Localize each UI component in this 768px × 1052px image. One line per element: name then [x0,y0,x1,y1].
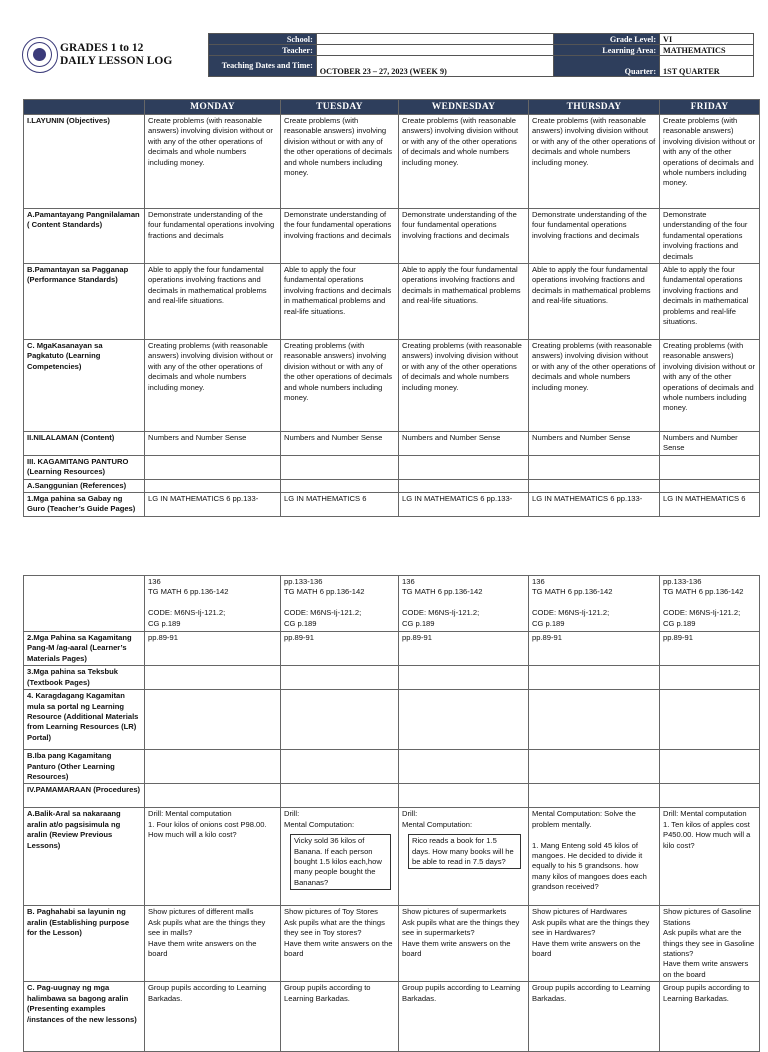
table-row [24,632,760,666]
cell-wednesday [399,432,529,456]
row-label: A.Balik-Aral sa nakaraang aralin at/o pagsisimula ng aralin (Review Previous Lessons) [24,808,145,906]
cell-tuesday [281,808,399,906]
cell-wednesday [399,906,529,982]
cell-tuesday [281,784,399,808]
cell-wednesday [399,340,529,432]
cell-text: Create problems (with reasonable answers) involving division without or with any of the other operations of decimals and whole numbers including money. [402,116,519,167]
page-1-body [24,115,760,517]
cell-text: pp.89-91 [402,633,432,642]
cell-monday [145,432,281,456]
cell-text: Group pupils according to Learning Barkadas. [532,983,651,1003]
cell-text: Show pictures of different malls Ask pupils what are the things they see in malls? Have them write answers on the board [148,907,266,959]
teacher-label: Teacher: [209,45,317,56]
learning-area-label: Learning Area: [554,45,660,56]
cell-thursday [529,115,660,209]
cell-monday [145,479,281,492]
table-row [24,264,760,340]
table-row [24,982,760,1052]
day-header-thursday: THURSDAY [529,100,660,115]
cell-text: Demonstrate understanding of the four fundamental operations involving fractions and decimals [402,210,517,240]
cell-text: pp.133-136 TG MATH 6 pp.136-142 CODE: M6NS-Ij-121.2; CG p.189 [663,577,744,628]
cell-friday [660,479,760,492]
cell-thursday [529,690,660,750]
quarter-label: Quarter: [554,56,660,77]
cell-text: pp.89-91 [663,633,693,642]
cell-friday [660,750,760,784]
cell-friday [660,576,760,632]
cell-text: Creating problems (with reasonable answers) involving division without or with any of the other operations of decimals and whole numbers including money. [402,341,522,392]
table-row [24,690,760,750]
cell-monday [145,493,281,517]
table-row [24,432,760,456]
cell-tuesday [281,340,399,432]
school-label: School: [209,34,317,45]
cell-text: Group pupils according to Learning Barkadas. [148,983,267,1003]
cell-text: pp.133-136 TG MATH 6 pp.136-142 CODE: M6NS-Ij-121.2; CG p.189 [284,577,365,628]
cell-text: Creating problems (with reasonable answers) involving division without or with any of the other operations of decimals and whole numbers including money. [148,341,273,392]
cell-text: Drill: Mental computation 1. Four kilos of onions cost P98.00. How much will a kilo cost? [148,809,267,840]
day-header-monday: MONDAY [145,100,281,115]
cell-wednesday [399,455,529,479]
cell-text: pp.89-91 [532,633,562,642]
cell-monday [145,455,281,479]
table-row [24,666,760,690]
cell-friday [660,115,760,209]
row-label [24,576,145,632]
cell-text: Create problems (with reasonable answers) involving division without or with any of the other operations of decimals and whole numbers including money. [663,116,756,188]
row-label: 3.Mga pahina sa Teksbuk (Textbook Pages) [24,666,145,690]
cell-text: Creating problems (with reasonable answers) involving division without or with any of the other operations of decimals and whole numbers including money. [532,341,656,392]
cell-text: Group pupils according to Learning Barkadas. [663,983,750,1003]
row-label: A.Pamantayang Pangnilalaman ( Content Standards) [24,209,145,264]
cell-text: Drill: Mental Computation: [284,809,355,829]
cell-friday [660,340,760,432]
cell-wednesday [399,784,529,808]
table-row [24,209,760,264]
cell-text: Show pictures of Toy Stores Ask pupils what are the things they see in Toy stores? Have them write answers on the board [284,907,393,959]
day-header-wednesday: WEDNESDAY [399,100,529,115]
cell-monday [145,784,281,808]
cell-friday [660,982,760,1052]
row-label: III. KAGAMITANG PANTURO (Learning Resources) [24,455,145,479]
cell-text: Numbers and Number Sense [402,433,501,443]
cell-monday [145,576,281,632]
cell-text: pp.89-91 [284,633,314,642]
cell-friday [660,209,760,264]
row-label: 2.Mga Pahina sa Kagamitang Pang-M /ag-aaral (Learner’s Materials Pages) [24,632,145,666]
quarter-value: 1ST QUARTER [660,56,754,77]
cell-thursday [529,808,660,906]
table-row [24,340,760,432]
row-label: IV.PAMAMARAAN (Procedures) [24,784,145,808]
grade-level-value: VI [660,34,754,45]
cell-text: LG IN MATHEMATICS 6 [663,494,746,504]
cell-text: LG IN MATHEMATICS 6 pp.133- [532,494,643,504]
cell-friday [660,784,760,808]
dates-label: Teaching Dates and Time: [209,56,317,77]
cell-friday [660,264,760,340]
table-row [24,493,760,517]
dates-value: OCTOBER 23 – 27, 2023 (WEEK 9) [316,56,553,77]
cell-friday [660,690,760,750]
cell-wednesday [399,493,529,517]
cell-wednesday [399,982,529,1052]
cell-monday [145,808,281,906]
cell-wednesday [399,666,529,690]
row-label: B.Iba pang Kagamitang Panturo (Other Learning Resources) [24,750,145,784]
row-label: B.Pamantayan sa Pagganap (Performance Standards) [24,264,145,340]
cell-tuesday [281,982,399,1052]
cell-monday [145,906,281,982]
cell-text: Show pictures of supermarkets Ask pupils what are the things they see in supermarkets? Have them write answers on the board [402,907,520,959]
lesson-log-table-page-2 [23,575,760,1052]
cell-monday [145,340,281,432]
cell-thursday [529,576,660,632]
header-info-table [208,33,754,77]
cell-text: Able to apply the four fundamental operations involving fractions and decimals in mathematical problems and real-life situations. [532,265,651,306]
cell-tuesday [281,493,399,517]
cell-thursday [529,264,660,340]
cell-text: Able to apply the four fundamental operations involving fractions and decimals in mathematical problems and real-life situations. [402,265,521,306]
day-header-tuesday: TUESDAY [281,100,399,115]
cell-friday [660,455,760,479]
row-label: B. Paghahabi sa layunin ng aralin (Establishing purpose for the Lesson) [24,906,145,982]
cell-tuesday [281,115,399,209]
table-row [24,750,760,784]
cell-text: Group pupils according to Learning Barkadas. [284,983,371,1003]
title-line-2: DAILY LESSON LOG [60,55,173,67]
cell-tuesday [281,750,399,784]
cell-thursday [529,750,660,784]
table-row [24,906,760,982]
cell-thursday [529,432,660,456]
cell-tuesday [281,479,399,492]
table-row [24,808,760,906]
cell-thursday [529,209,660,264]
cell-thursday [529,784,660,808]
cell-thursday [529,493,660,517]
row-label: C. Pag-uugnay ng mga halimbawa sa bagong aralin (Presenting examples /instances of the new lessons) [24,982,145,1052]
cell-text: Numbers and Number Sense [148,433,247,443]
cell-text: 136 TG MATH 6 pp.136-142 CODE: M6NS-Ij-121.2; CG p.189 [402,577,483,628]
cell-monday [145,115,281,209]
word-problem-box: Rico reads a book for 1.5 days. How many books will he be able to read in 7.5 days? [408,834,521,869]
cell-text: Group pupils according to Learning Barkadas. [402,983,521,1003]
cell-text: Mental Computation: Solve the problem mentally. 1. Mang Enteng sold 45 kilos of mangoes. He decided to divide it equally to his 5 grandsons. how many kilos of mangoes does each grandson received? [532,809,647,892]
cell-text: Drill: Mental computation 1. Ten kilos of apples cost P450.00. How much will a kilo cost? [663,809,751,850]
cell-tuesday [281,690,399,750]
table-row [24,115,760,209]
cell-text: Show pictures of Gasoline Stations Ask pupils what are the things they see in Gasoline stations? Have them write answers on the board [663,907,755,979]
cell-text: 136 TG MATH 6 pp.136-142 CODE: M6NS-Ij-121.2; CG p.189 [532,577,613,628]
learning-area-value: MATHEMATICS [660,45,754,56]
cell-tuesday [281,264,399,340]
cell-tuesday [281,432,399,456]
cell-text: Demonstrate understanding of the four fundamental operations involving fractions and decimals [532,210,647,240]
cell-text: pp.89-91 [148,633,178,642]
lesson-log-table-page-1 [23,99,760,517]
cell-tuesday [281,455,399,479]
cell-wednesday [399,576,529,632]
cell-text: LG IN MATHEMATICS 6 [284,494,367,504]
cell-thursday [529,479,660,492]
cell-text: 136 TG MATH 6 pp.136-142 CODE: M6NS-Ij-121.2; CG p.189 [148,577,229,628]
cell-text: Numbers and Number Sense [532,433,631,443]
cell-text: Creating problems (with reasonable answers) involving division without or with any of the other operations of decimals and whole numbers including money. [663,341,756,413]
cell-friday [660,432,760,456]
cell-wednesday [399,750,529,784]
cell-monday [145,690,281,750]
row-label: II.NILALAMAN (Content) [24,432,145,456]
cell-friday [660,666,760,690]
cell-tuesday [281,666,399,690]
cell-thursday [529,906,660,982]
seal-core-icon [33,48,46,61]
cell-text: Demonstrate understanding of the four fundamental operations involving fractions and decimals [284,210,392,240]
cell-text: Creating problems (with reasonable answers) involving division without or with any of the other operations of decimals and whole numbers including money. [284,341,393,403]
cell-monday [145,632,281,666]
cell-wednesday [399,808,529,906]
cell-text: Create problems (with reasonable answers) involving division without or with any of the other operations of decimals and whole numbers including money. [532,116,656,167]
cell-text: Demonstrate understanding of the four fundamental operations involving fractions and decimals [148,210,275,240]
cell-friday [660,632,760,666]
cell-text: Demonstrate understanding of the four fundamental operations involving fractions and decimals [663,210,748,261]
cell-friday [660,906,760,982]
cell-wednesday [399,264,529,340]
cell-thursday [529,982,660,1052]
cell-text: Drill: Mental Computation: [402,809,473,829]
document-title [60,42,172,68]
grade-level-label: Grade Level: [554,34,660,45]
cell-thursday [529,340,660,432]
cell-wednesday [399,115,529,209]
cell-tuesday [281,906,399,982]
cell-friday [660,808,760,906]
cell-friday [660,493,760,517]
cell-text: LG IN MATHEMATICS 6 pp.133- [402,494,513,504]
cell-tuesday [281,209,399,264]
cell-text: Numbers and Number Sense [284,433,383,443]
table-row [24,576,760,632]
cell-monday [145,982,281,1052]
cell-monday [145,264,281,340]
deped-seal-logo [22,37,58,73]
row-label: 1.Mga pahina sa Gabay ng Guro (Teacher’s Guide Pages) [24,493,145,517]
corner-header [24,100,145,115]
title-line-1: GRADES 1 to 12 [60,42,144,54]
row-label: I.LAYUNIN (Objectives) [24,115,145,209]
day-header-row [24,100,760,115]
cell-thursday [529,632,660,666]
row-label: 4. Karagdagang Kagamitan mula sa portal ng Learning Resource (Additional Materials from Learning Resources (LR) Portal) [24,690,145,750]
cell-text: Create problems (with reasonable answers) involving division without or with any of the other operations of decimals and whole numbers including money. [148,116,273,167]
cell-wednesday [399,632,529,666]
cell-text: Show pictures of Hardwares Ask pupils what are the things they see in Hardwares? Have them write answers on the board [532,907,650,959]
cell-monday [145,209,281,264]
cell-text: Create problems (with reasonable answers) involving division without or with any of the other operations of decimals and whole numbers including money. [284,116,393,178]
table-row [24,479,760,492]
cell-thursday [529,666,660,690]
cell-text: LG IN MATHEMATICS 6 pp.133- [148,494,259,504]
cell-thursday [529,455,660,479]
table-row [24,455,760,479]
cell-wednesday [399,479,529,492]
row-label: A.Sanggunian (References) [24,479,145,492]
cell-text: Able to apply the four fundamental operations involving fractions and decimals in mathematical problems and real-life situations. [148,265,267,306]
cell-wednesday [399,209,529,264]
cell-text: Numbers and Number Sense [663,433,738,453]
teacher-field [316,45,553,56]
cell-wednesday [399,690,529,750]
table-row [24,784,760,808]
cell-monday [145,666,281,690]
day-header-friday: FRIDAY [660,100,760,115]
page-2-body [24,576,760,1052]
cell-text: Able to apply the four fundamental operations involving fractions and decimals in mathematical problems and real-life situations. [663,265,749,327]
row-label: C. MgaKasanayan sa Pagkatuto (Learning Competencies) [24,340,145,432]
school-field [316,34,553,45]
cell-monday [145,750,281,784]
cell-tuesday [281,576,399,632]
cell-tuesday [281,632,399,666]
word-problem-box: Vicky sold 36 kilos of Banana. If each person bought 1.5 kilos each,how many people bought the Bananas? [290,834,391,890]
cell-text: Able to apply the four fundamental operations involving fractions and decimals in mathematical problems and real-life situations. [284,265,392,316]
